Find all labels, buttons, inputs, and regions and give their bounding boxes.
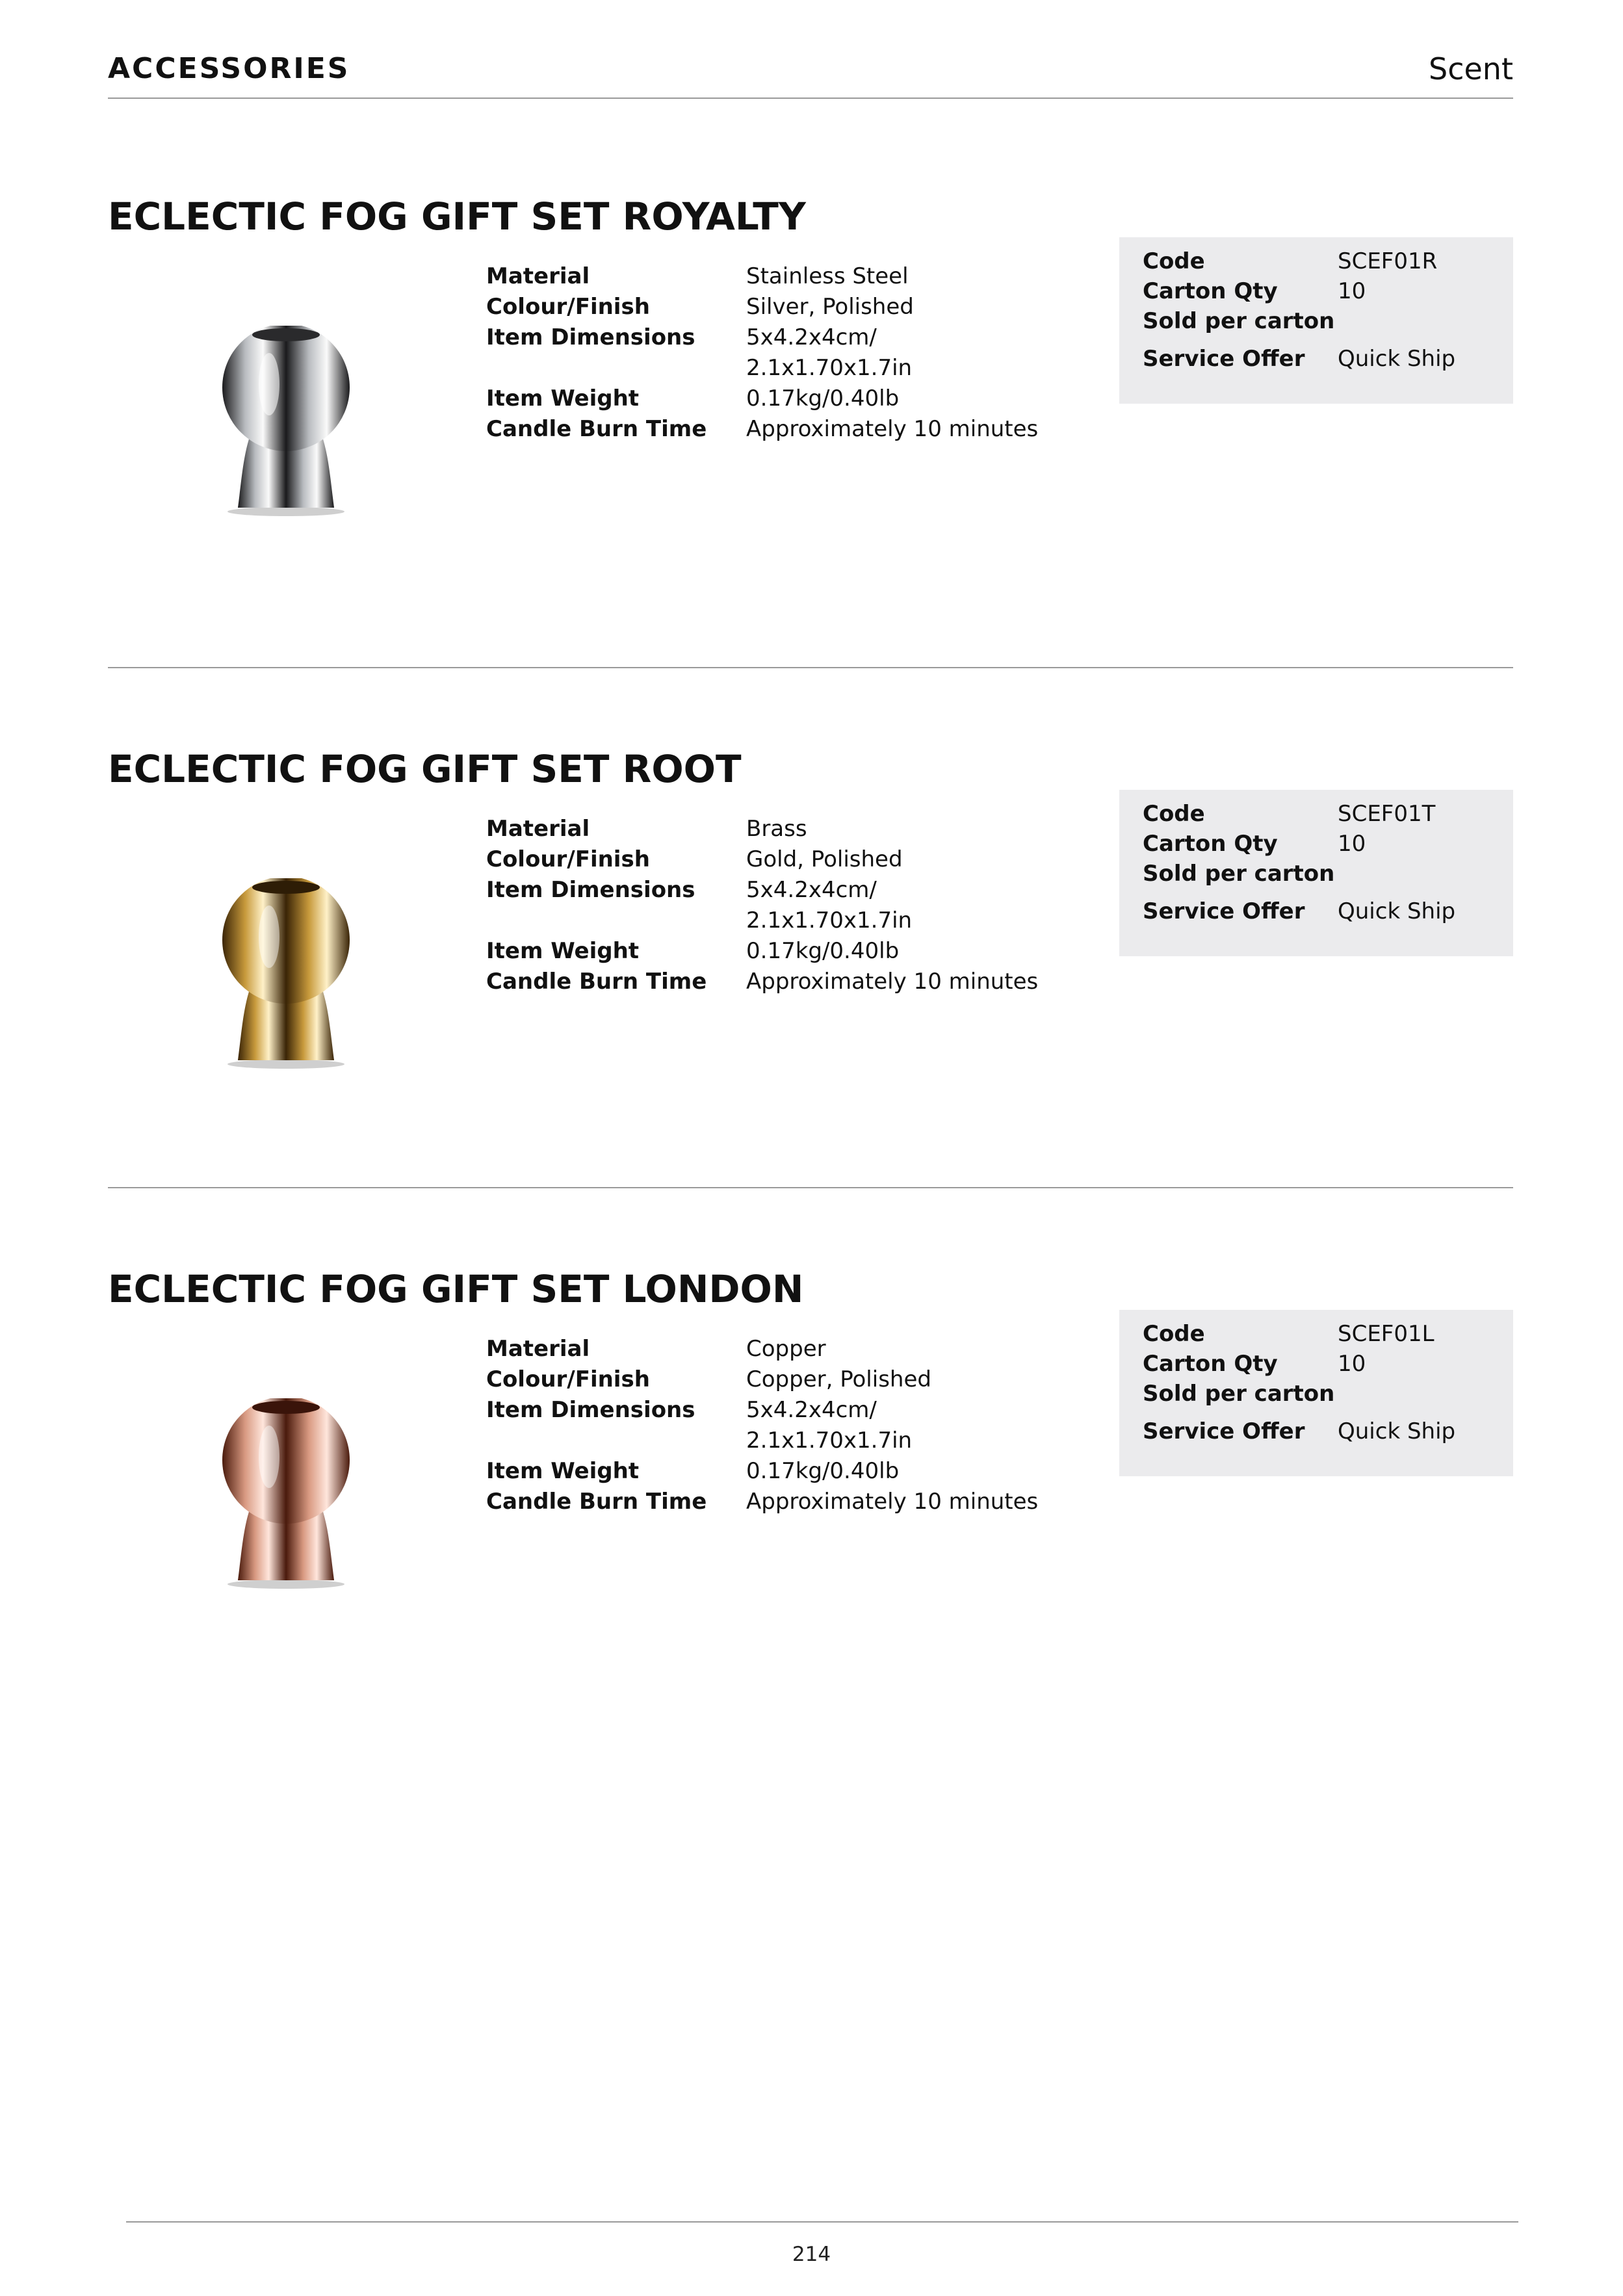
- spec-row-finish: [486, 292, 1136, 322]
- order-row-service-offer: [1143, 1416, 1500, 1446]
- spec-label: Colour/Finish: [486, 1366, 650, 1392]
- section-divider: [108, 1187, 1513, 1188]
- spec-value: [746, 1395, 1110, 1456]
- order-label: Code: [1143, 801, 1205, 827]
- order-label: Carton Qty: [1143, 1351, 1278, 1377]
- spec-row-burn-time: [486, 1487, 1136, 1517]
- order-value: 10: [1338, 278, 1366, 304]
- order-row-sold-per-carton: [1143, 1379, 1500, 1409]
- candle-holder-icon: [214, 326, 357, 521]
- spec-row-finish: [486, 1364, 1136, 1395]
- order-row-service-offer: [1143, 896, 1500, 926]
- spec-value-line: 2.1x1.70x1.7in: [746, 1428, 913, 1454]
- spec-value: Silver, Polished: [746, 294, 914, 320]
- spec-label: Material: [486, 263, 590, 289]
- order-row-carton-qty: [1143, 829, 1500, 859]
- spec-row-weight: [486, 384, 1136, 414]
- product-title: ECLECTIC FOG GIFT SET ROOT: [108, 747, 742, 791]
- spec-value-line: 5x4.2x4cm/: [746, 324, 877, 350]
- candle-holder-icon: [214, 878, 357, 1073]
- spec-row-finish: [486, 844, 1136, 875]
- spec-row-dimensions: [486, 875, 1136, 936]
- order-info-box: [1119, 237, 1513, 404]
- spec-value: Approximately 10 minutes: [746, 969, 1039, 995]
- order-value: 10: [1338, 1351, 1366, 1377]
- spec-label: Item Weight: [486, 385, 640, 411]
- spec-value-line: 5x4.2x4cm/: [746, 877, 877, 903]
- order-value: SCEF01R: [1338, 248, 1438, 274]
- order-label: Service Offer: [1143, 1418, 1305, 1444]
- order-row-sold-per-carton: [1143, 859, 1500, 889]
- category-label: Scent: [1429, 51, 1513, 86]
- spec-label: Colour/Finish: [486, 846, 650, 872]
- order-label: Carton Qty: [1143, 831, 1278, 857]
- order-row-code: [1143, 1319, 1500, 1349]
- section-label: ACCESSORIES: [108, 52, 350, 85]
- spec-label: Candle Burn Time: [486, 969, 707, 995]
- order-value: Quick Ship: [1338, 346, 1456, 372]
- footer-divider: [126, 2221, 1518, 2223]
- product-title: ECLECTIC FOG GIFT SET LONDON: [108, 1267, 804, 1311]
- spec-value: Gold, Polished: [746, 846, 903, 872]
- order-value: 10: [1338, 831, 1366, 857]
- spec-row-burn-time: [486, 414, 1136, 445]
- order-label: Sold per carton: [1143, 861, 1335, 887]
- spec-label: Item Weight: [486, 938, 640, 964]
- spec-row-material: [486, 814, 1136, 844]
- spec-table: [486, 1334, 1136, 1517]
- spec-value: Approximately 10 minutes: [746, 1489, 1039, 1515]
- order-label: Sold per carton: [1143, 308, 1335, 334]
- spec-value: 0.17kg/0.40lb: [746, 385, 900, 411]
- order-row-sold-per-carton: [1143, 306, 1500, 336]
- spec-row-weight: [486, 1456, 1136, 1487]
- spec-label: Item Weight: [486, 1458, 640, 1484]
- page-number: 214: [792, 2243, 831, 2266]
- spec-row-weight: [486, 936, 1136, 967]
- order-info-box: [1119, 1310, 1513, 1476]
- spec-value: [746, 322, 1110, 384]
- product-title: ECLECTIC FOG GIFT SET ROYALTY: [108, 194, 806, 239]
- order-row-service-offer: [1143, 344, 1500, 374]
- spec-value: 0.17kg/0.40lb: [746, 938, 900, 964]
- spec-value: Approximately 10 minutes: [746, 416, 1039, 442]
- spec-table: [486, 814, 1136, 997]
- spec-label: Candle Burn Time: [486, 1489, 707, 1515]
- candle-holder-icon: [214, 1398, 357, 1593]
- product-london: [108, 1187, 1513, 1707]
- spec-table: [486, 261, 1136, 445]
- spec-value: [746, 875, 1110, 936]
- order-label: Service Offer: [1143, 346, 1305, 372]
- order-value: Quick Ship: [1338, 1418, 1456, 1444]
- spec-label: Item Dimensions: [486, 1397, 695, 1423]
- spec-value: Stainless Steel: [746, 263, 909, 289]
- product-root: [108, 667, 1513, 1187]
- product-royalty: [108, 114, 1513, 634]
- spec-label: Item Dimensions: [486, 324, 695, 350]
- order-value: SCEF01L: [1338, 1321, 1435, 1347]
- order-label: Carton Qty: [1143, 278, 1278, 304]
- spec-row-material: [486, 1334, 1136, 1364]
- order-row-carton-qty: [1143, 1349, 1500, 1379]
- spec-value: Brass: [746, 816, 807, 842]
- order-label: Sold per carton: [1143, 1381, 1335, 1407]
- spec-row-burn-time: [486, 967, 1136, 997]
- spec-label: Item Dimensions: [486, 877, 695, 903]
- order-label: Code: [1143, 248, 1205, 274]
- spec-value-line: 5x4.2x4cm/: [746, 1397, 877, 1423]
- section-divider: [108, 667, 1513, 668]
- spec-value: Copper, Polished: [746, 1366, 931, 1392]
- spec-label: Material: [486, 1336, 590, 1362]
- order-info-box: [1119, 790, 1513, 956]
- order-label: Code: [1143, 1321, 1205, 1347]
- order-row-carton-qty: [1143, 276, 1500, 306]
- spec-row-material: [486, 261, 1136, 292]
- spec-label: Colour/Finish: [486, 294, 650, 320]
- order-label: Service Offer: [1143, 898, 1305, 924]
- order-value: SCEF01T: [1338, 801, 1436, 827]
- order-row-code: [1143, 246, 1500, 276]
- spec-label: Material: [486, 816, 590, 842]
- page-header: [108, 47, 1513, 99]
- order-value: Quick Ship: [1338, 898, 1456, 924]
- spec-label: Candle Burn Time: [486, 416, 707, 442]
- spec-value: Copper: [746, 1336, 826, 1362]
- spec-value-line: 2.1x1.70x1.7in: [746, 907, 913, 933]
- spec-value-line: 2.1x1.70x1.7in: [746, 355, 913, 381]
- spec-value: 0.17kg/0.40lb: [746, 1458, 900, 1484]
- spec-row-dimensions: [486, 1395, 1136, 1456]
- order-row-code: [1143, 799, 1500, 829]
- spec-row-dimensions: [486, 322, 1136, 384]
